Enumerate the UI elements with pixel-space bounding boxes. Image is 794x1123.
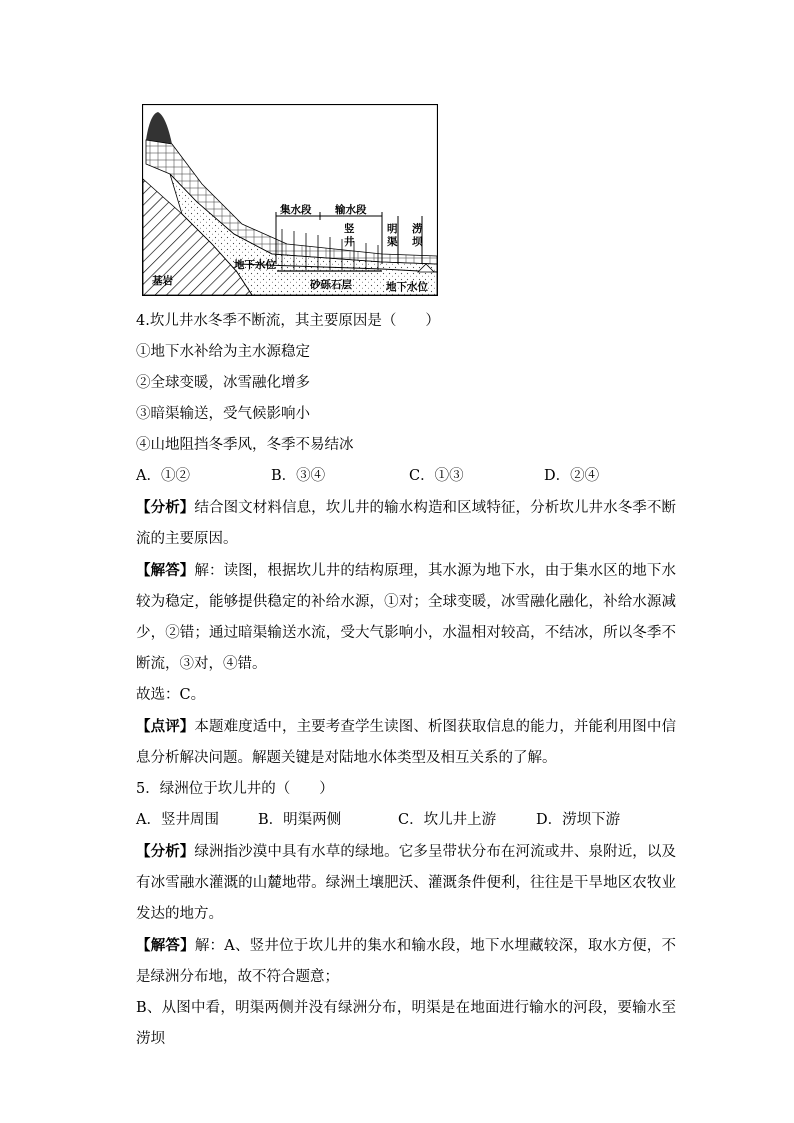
comment-tag: 【点评】 (136, 718, 195, 735)
label-collection: 集水段 (280, 204, 312, 216)
question-content (136, 306, 676, 1055)
answer-text: 解：A、竖井位于坎儿井的集水和输水段，地下水埋藏较深，取水方便，不是绿洲分布地，故不符合题意； (136, 938, 677, 985)
q5-analysis (136, 836, 676, 930)
q4-item-2: ②全球变暖，冰雪融化增多 (136, 375, 310, 391)
karez-diagram (142, 104, 438, 296)
q4-comment (136, 711, 676, 774)
label-transport: 输水段 (335, 204, 367, 216)
answer-tag: 【解答】 (136, 562, 195, 579)
q4-stem: 4.坎儿井水冬季不断流，其主要原因是（ ） (136, 313, 440, 329)
label-shaft-2: 井 (344, 236, 355, 248)
q4-option-a[interactable]: A．①② (136, 468, 190, 484)
label-dam-2: 坝 (412, 236, 423, 248)
q4-option-d[interactable]: D．②④ (544, 468, 600, 484)
label-dam-1: 涝 (412, 223, 423, 235)
q4-option-c[interactable]: C．①③ (409, 468, 464, 484)
q4-item-3: ③暗渠输送，受气候影响小 (136, 406, 310, 422)
answer-text: 解：读图，根据坎儿井的结构原理，其水源为地下水，由于集水区的地下水较为稳定，能够提供稳定的补给水源，①对；全球变暖，冰雪融化融化，补给水源减少，②错；通过暗渠输送水流，受大气影响小，水温相对较高，不结冰，所以冬季不断流，③对，④错。 (136, 563, 676, 672)
answer-tag: 【解答】 (136, 937, 195, 954)
q5-options (136, 805, 676, 836)
q5-option-c[interactable]: C．坎儿井上游 (398, 812, 497, 828)
label-bedrock: 基岩 (152, 275, 173, 287)
q5-answer-b: B、从图中看，明渠两侧并没有绿洲分布，明渠是在地面进行输水的河段，要输水至涝坝 (136, 1000, 676, 1047)
analysis-tag: 【分析】 (136, 499, 195, 516)
label-groundwater-right: 地下水位 (386, 281, 428, 293)
q4-item-4: ④山地阻挡冬季风，冬季不易结冰 (136, 437, 354, 453)
label-channel-2: 渠 (387, 236, 398, 248)
q4-answer (136, 555, 676, 680)
q5-answer (136, 930, 676, 993)
comment-text: 本题难度适中，主要考查学生读图、析图获取信息的能力，并能利用图中信息分析解决问题。解题关键是对陆地水体类型及相互关系的了解。 (136, 719, 676, 766)
q5-stem: 5．绿洲位于坎儿井的（ ） (136, 781, 334, 797)
q4-item-1: ①地下水补给为主水源稳定 (136, 344, 310, 360)
q4-choice: 故选：C。 (136, 687, 206, 703)
q5-option-b[interactable]: B．明渠两侧 (258, 812, 342, 828)
analysis-tag: 【分析】 (136, 843, 195, 860)
analysis-text: 结合图文材料信息，坎儿井的输水构造和区域特征，分析坎儿井水冬季不断流的主要原因。 (136, 500, 676, 547)
label-channel-1: 明 (387, 223, 398, 235)
q4-options (136, 461, 676, 492)
label-shaft-1: 竖 (344, 223, 355, 235)
analysis-text: 绿洲指沙漠中具有水草的绿地。它多呈带状分布在河流或井、泉附近，以及有冰雪融水灌溉的山麓地带。绿洲土壤肥沃、灌溉条件便利，往往是干旱地区农牧业发达的地方。 (136, 844, 676, 922)
q5-option-d[interactable]: D．涝坝下游 (536, 812, 621, 828)
label-gravel: 砂砾石层 (310, 279, 352, 291)
label-groundwater-left: 地下水位 (234, 259, 276, 271)
q4-option-b[interactable]: B．③④ (271, 468, 326, 484)
q4-analysis (136, 492, 676, 555)
q5-option-a[interactable]: A．竖井周围 (136, 812, 219, 828)
